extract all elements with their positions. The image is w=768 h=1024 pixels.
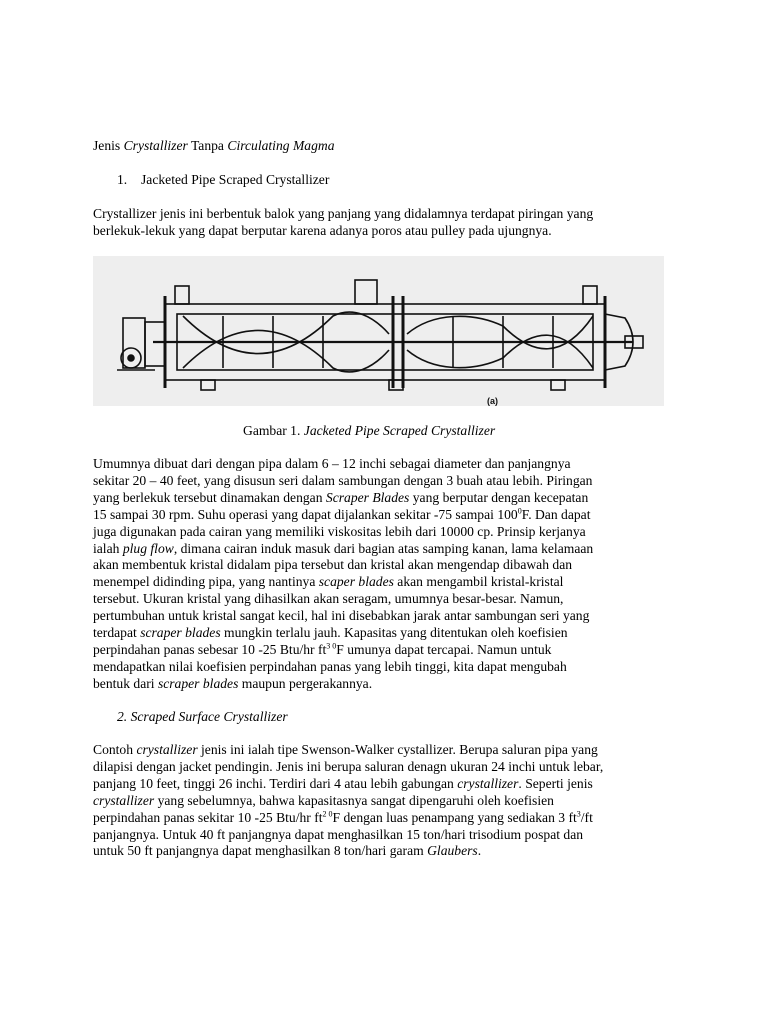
section-2-heading (117, 709, 288, 726)
paragraph-line: tersebut. Ukuran kristal yang dihasilkan akan seragam, umumnya besar-besar. Namun, (93, 591, 564, 607)
support-leg (389, 380, 403, 390)
top-nozzle (175, 286, 189, 304)
text-run: 15 sampai 30 rpm. Suhu operasi yang dapat dijalankan sekitar -75 sampai 100 (93, 506, 518, 522)
italic-term: crystallizer (136, 742, 198, 757)
scraper-blade (407, 316, 593, 349)
text-run: perpindahan panas sebesar 10 -25 Btu/hr ft (93, 641, 327, 657)
superscript: 3 0 (326, 641, 337, 651)
italic-term: crystallizer (457, 775, 519, 791)
scraper-blade (183, 312, 389, 353)
superscript: 2 0 (322, 809, 333, 819)
text-run: untuk 50 ft panjangnya dapat menghasilkan 8 ton/hari garam (93, 843, 428, 859)
text-run: jenis ini ialah tipe Swenson-Walker cystallizer. Berupa saluran pipa yang (197, 742, 598, 757)
text-run: terdapat (93, 625, 141, 641)
intro-line: berlekuk-lekuk yang dapat berputar karena adanya poros atau pulley pada ujungnya. (93, 222, 552, 238)
figure-panel-label: (a) (487, 396, 498, 406)
section-1-heading: Jacketed Pipe Scraped Crystallizer (141, 172, 330, 187)
text-run: . Seperti jenis (518, 775, 593, 791)
text-run: yang sebelumnya, bahwa kapasitasnya sangat dipengaruhi oleh koefisien (154, 792, 554, 808)
italic-term: scraper blades (140, 625, 221, 641)
paragraph-line: pertumbuhan untuk kristal sangat kecil, hal ini disebabkan jarak antar sambungan seri yang (93, 608, 590, 624)
text-run: ialah (93, 540, 123, 556)
pulley-hub (128, 355, 134, 361)
text-run: Contoh (93, 742, 137, 757)
italic-term: scaper blades (318, 574, 394, 590)
support-leg (551, 380, 565, 390)
italic-term: Scraper Blades (325, 489, 410, 505)
text-run: bentuk dari (93, 675, 158, 691)
paragraph-jacketed-pipe (93, 456, 683, 693)
paragraph-line (93, 793, 683, 810)
top-nozzle (583, 286, 597, 304)
text-run: mungkin terlalu jauh. Kapasitas yang ditentukan oleh koefisien (220, 625, 568, 641)
scraper-blade (407, 335, 593, 368)
paragraph-scraped-surface (93, 742, 683, 860)
text-run: yang berputar dengan kecepatan (409, 489, 589, 505)
paragraph-line (93, 490, 683, 507)
paragraph-line: sekitar 20 – 40 feet, yang disusun seri dalam sambungan dengan 3 buah atau lebih. Piringan (93, 472, 593, 488)
text-run: F umunya dapat tercapai. Namun untuk (336, 641, 552, 657)
italic-term: scraper blades (157, 675, 239, 691)
intro-paragraph (93, 206, 683, 240)
italic-term: crystallizer (93, 792, 155, 808)
drive-coupling (145, 322, 165, 366)
italic-term: Glaubers (427, 843, 478, 859)
title-italic-circulating-magma: Circulating Magma (227, 138, 335, 153)
italic-term: plug flow (122, 540, 174, 556)
paragraph-line: akan membentuk kristal didalam pipa tersebut dan kristal akan mengendap dibawah dan (93, 557, 573, 573)
document-title (93, 138, 335, 155)
title-part: Jenis (93, 138, 124, 153)
figure-caption (243, 423, 495, 440)
paragraph-line: dilapisi dengan jacket pendingin. Jenis ini berupa saluran denagn ukuran 24 inchi untuk lebar, (93, 758, 604, 774)
motor-housing (123, 318, 145, 368)
text-run: , dimana cairan induk masuk dari bagian atas samping kanan, lama kelamaan (173, 540, 594, 556)
paragraph-line: juga digunakan pada cairan yang memiliki viskositas lebih dari 10000 cp. Prinsip kerjanya (93, 523, 586, 539)
paragraph-line (93, 676, 683, 693)
jacketed-pipe-crystallizer-drawing (93, 256, 664, 406)
paragraph-line (93, 642, 683, 659)
scraper-blade (183, 331, 389, 372)
paragraph-line: Umumnya dibuat dari dengan pipa dalam 6 – 12 inchi sebagai diameter dan panjangnya (93, 456, 571, 471)
text-run: /ft (580, 809, 593, 825)
paragraph-line: mendapatkan nilai koefisien perpindahan panas yang lebih tinggi, kita dapat mengubah (93, 658, 567, 674)
superscript: 3 (576, 809, 581, 819)
caption-title: Jacketed Pipe Scraped Crystallizer (303, 423, 496, 438)
intro-line: Crystallizer jenis ini berbentuk balok yang panjang yang didalamnya terdapat piringan yang (93, 206, 594, 221)
section-2-heading-text: 2. Scraped Surface Crystallizer (117, 709, 288, 724)
paragraph-line (93, 776, 683, 793)
title-italic-crystallizer: Crystallizer (123, 138, 188, 153)
crystallizer-figure (93, 256, 664, 406)
text-run: akan mengambil kristal-kristal (393, 574, 564, 590)
paragraph-line (93, 810, 683, 827)
paragraph-line (93, 541, 683, 558)
paragraph-line (93, 742, 683, 759)
text-run: menempel didinding pipa, yang nantinya (93, 574, 319, 590)
caption-prefix: Gambar 1. (243, 423, 304, 438)
superscript: 0 (517, 506, 522, 516)
text-run: perpindahan panas sekitar 10 -25 Btu/hr ft (93, 809, 323, 825)
text-run: . (477, 843, 482, 859)
text-run: F dengan luas penampang yang sediakan 3 ft (332, 809, 577, 825)
paragraph-line (93, 625, 683, 642)
paragraph-line (93, 574, 683, 591)
text-run: yang berlekuk tersebut dinamakan dengan (93, 489, 326, 505)
text-run: maupun pergerakannya. (238, 675, 373, 691)
text-run: panjang 10 feet, tinggi 26 inchi. Terdiri dari 4 atau lebih gabungan (93, 775, 458, 791)
title-part: Tanpa (187, 138, 228, 153)
paragraph-line (93, 507, 683, 524)
paragraph-line (93, 843, 683, 860)
paragraph-line: panjangnya. Untuk 40 ft panjangnya dapat menghasilkan 15 ton/hari trisodium pospat dan (93, 826, 584, 842)
top-nozzle (355, 280, 377, 304)
section-1-number: 1. (117, 172, 128, 187)
text-run: F. Dan dapat (521, 506, 591, 522)
support-leg (201, 380, 215, 390)
